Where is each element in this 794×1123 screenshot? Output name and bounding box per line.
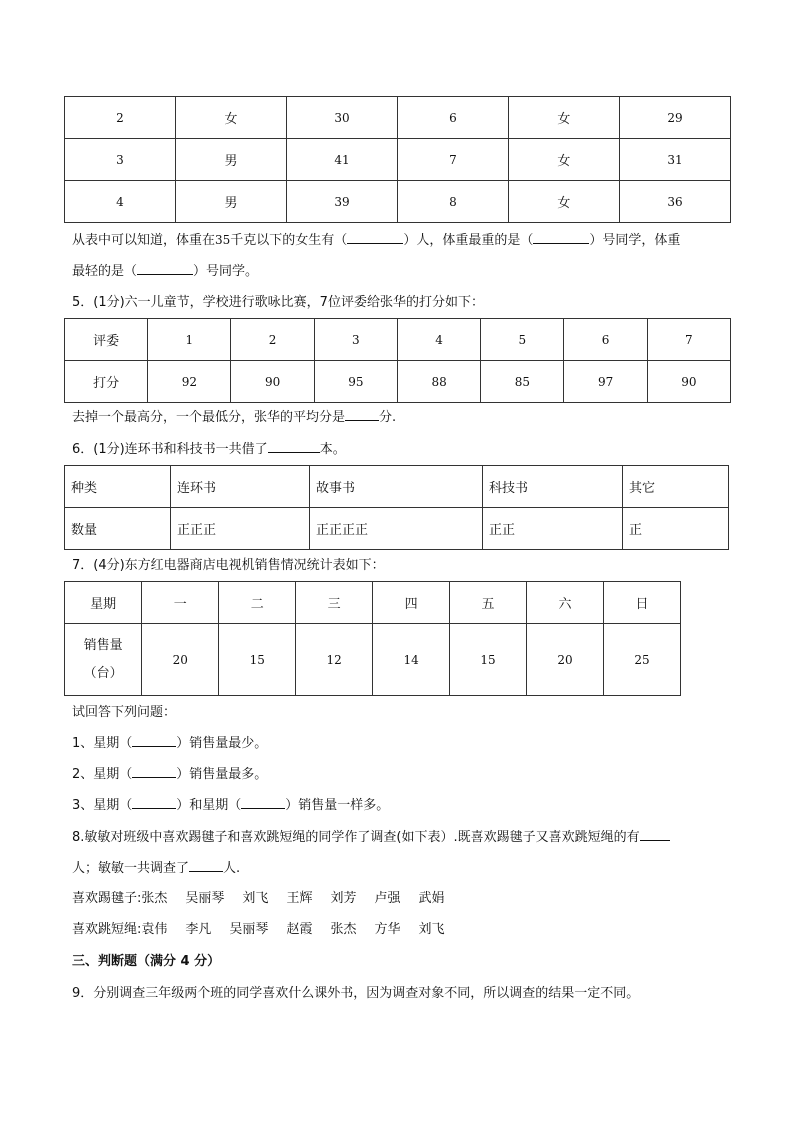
table-header-cell: 四: [373, 582, 450, 624]
table-header-cell: 评委: [65, 319, 148, 361]
answer-blank[interactable]: [533, 243, 589, 244]
q7-sub1: [72, 735, 267, 753]
answer-blank[interactable]: [640, 840, 670, 841]
table-row: [65, 582, 681, 624]
rope-list: [72, 921, 445, 939]
table-cell: 正正正正: [310, 508, 483, 550]
answer-blank[interactable]: [132, 746, 176, 747]
text: ）和星期（: [176, 798, 242, 813]
list-item: 王辉: [286, 891, 313, 906]
table-cell: 29: [619, 97, 730, 139]
text: 人；敏敏一共调查了: [72, 861, 190, 876]
table-row: [65, 97, 731, 139]
table-header-cell: [65, 624, 142, 696]
answer-blank[interactable]: [347, 243, 403, 244]
table-cell: 41: [286, 139, 397, 181]
q8-line2: [72, 860, 240, 878]
answer-blank[interactable]: [137, 274, 193, 275]
q9-text: 9．分别调查三年级两个班的同学喜欢什么课外书，因为调查对象不同，所以调查的结果一定不同。: [72, 986, 640, 1001]
list-item: 武娟: [418, 891, 445, 906]
tv-sales-table: [64, 581, 681, 696]
answer-blank[interactable]: [189, 871, 223, 872]
table-header-cell: 六: [527, 582, 604, 624]
table-cell: 15: [450, 624, 527, 696]
list-item: 吴丽琴: [229, 922, 269, 937]
q7-sub3: [72, 797, 389, 815]
text: ）人，体重最重的是（: [403, 233, 534, 248]
table-cell: 15: [219, 624, 296, 696]
table-cell: 7: [647, 319, 730, 361]
list-item: 张杰: [141, 891, 168, 906]
q7-title: 7．(4分)东方红电器商店电视机销售情况统计表如下：: [72, 558, 385, 573]
list-item: 袁伟: [141, 922, 168, 937]
list-item: 李凡: [185, 922, 212, 937]
table-cell: 12: [296, 624, 373, 696]
table-cell: 97: [564, 361, 647, 403]
table-header-cell: 三: [296, 582, 373, 624]
table-cell: 92: [148, 361, 231, 403]
table-cell: 8: [397, 181, 508, 223]
text: 35: [215, 233, 231, 247]
text: 人.: [223, 861, 241, 876]
answer-blank[interactable]: [132, 777, 176, 778]
table-cell: 男: [175, 181, 286, 223]
table-cell: 25: [603, 624, 680, 696]
judge-score-table: [64, 318, 731, 403]
table-cell: 女: [508, 139, 619, 181]
table-cell: 6: [564, 319, 647, 361]
table-row: [65, 508, 729, 550]
table-cell: 14: [373, 624, 450, 696]
table-header-cell: 日: [603, 582, 680, 624]
text: 分.: [379, 410, 397, 425]
table-cell: 20: [142, 624, 219, 696]
list-item: 刘飞: [418, 922, 445, 937]
q7-prompt: 试回答下列问题：: [72, 705, 177, 720]
table-cell: 36: [619, 181, 730, 223]
q7-sub2: [72, 766, 267, 784]
table-row: [65, 361, 731, 403]
table-header-cell: 科技书: [483, 466, 623, 508]
table-cell: 6: [397, 97, 508, 139]
table-cell: 1: [148, 319, 231, 361]
answer-blank[interactable]: [345, 420, 379, 421]
weight-table: [64, 96, 731, 223]
text: ）号同学。: [193, 264, 259, 279]
q6-title: [72, 441, 346, 459]
table-row: [65, 139, 731, 181]
list-item: 吴丽琴: [185, 891, 225, 906]
text: 8.敏敏对班级中喜欢踢毽子和喜欢跳短绳的同学作了调查(如下表）.既喜欢踢毽子又喜欢跳短绳的有: [72, 830, 640, 845]
list-item: 刘芳: [330, 891, 357, 906]
table-cell: 90: [647, 361, 730, 403]
table-cell: 女: [508, 97, 619, 139]
table-cell: 男: [175, 139, 286, 181]
sales-unit-label: （台）: [83, 665, 123, 681]
text: 1、星期（: [72, 736, 133, 751]
table-header-cell: 一: [142, 582, 219, 624]
table-header-cell: 其它: [623, 466, 729, 508]
table-row: [65, 319, 731, 361]
text: ）销售量最少。: [176, 736, 268, 751]
sales-label: 销售量: [83, 637, 123, 653]
list-label: 喜欢踢毽子:: [72, 891, 142, 906]
q4-question-line2: [72, 263, 258, 281]
q5-title: 5．(1分)六一儿童节，学校进行歌咏比赛，7位评委给张华的打分如下：: [72, 295, 484, 310]
text: 从表中可以知道，体重在: [72, 233, 216, 248]
answer-blank[interactable]: [268, 452, 320, 453]
table-header-cell: 种类: [65, 466, 171, 508]
text: 2、星期（: [72, 767, 133, 782]
table-cell: 女: [175, 97, 286, 139]
table-header-cell: 五: [450, 582, 527, 624]
table-header-cell: 星期: [65, 582, 142, 624]
table-cell: 3: [65, 139, 176, 181]
shuttlecock-list: [72, 890, 445, 908]
q4-question-line1: [72, 231, 680, 250]
text: ）销售量最多。: [176, 767, 268, 782]
table-cell: 正正正: [171, 508, 310, 550]
table-cell: 5: [481, 319, 564, 361]
text: ）号同学，体重: [589, 233, 681, 248]
text: 本。: [319, 442, 346, 457]
table-cell: 88: [397, 361, 480, 403]
list-label: 喜欢跳短绳:: [72, 922, 142, 937]
table-cell: 85: [481, 361, 564, 403]
text: 3、星期（: [72, 798, 133, 813]
table-header-cell: 故事书: [310, 466, 483, 508]
list-item: 卢强: [374, 891, 401, 906]
text: 千克以下的女生有（: [230, 233, 348, 248]
text: 去掉一个最高分，一个最低分，张华的平均分是: [72, 410, 346, 425]
list-item: 张杰: [330, 922, 357, 937]
table-cell: 90: [231, 361, 314, 403]
table-cell: 3: [314, 319, 397, 361]
answer-blank[interactable]: [241, 808, 285, 809]
table-row: [65, 181, 731, 223]
q5-answer-line: [72, 409, 396, 427]
text: ）销售量一样多。: [285, 798, 390, 813]
table-cell: 4: [65, 181, 176, 223]
answer-blank[interactable]: [132, 808, 176, 809]
list-item: 刘飞: [242, 891, 269, 906]
table-cell: 20: [527, 624, 604, 696]
table-cell: 4: [397, 319, 480, 361]
list-item: 赵霞: [286, 922, 313, 937]
table-cell: 2: [65, 97, 176, 139]
table-cell: 95: [314, 361, 397, 403]
text: 最轻的是（: [72, 264, 138, 279]
table-header-cell: 连环书: [171, 466, 310, 508]
table-cell: 7: [397, 139, 508, 181]
list-item: 方华: [374, 922, 401, 937]
q8-line1: [72, 829, 670, 847]
table-cell: 女: [508, 181, 619, 223]
table-row: [65, 624, 681, 696]
table-row: [65, 466, 729, 508]
text: 6．(1分)连环书和科技书一共借了: [72, 442, 268, 457]
table-cell: 30: [286, 97, 397, 139]
table-cell: 2: [231, 319, 314, 361]
table-cell: 正正: [483, 508, 623, 550]
book-tally-table: [64, 465, 729, 550]
table-cell: 31: [619, 139, 730, 181]
table-cell: 正: [623, 508, 729, 550]
table-header-cell: 数量: [65, 508, 171, 550]
table-header-cell: 二: [219, 582, 296, 624]
table-cell: 39: [286, 181, 397, 223]
table-header-cell: 打分: [65, 361, 148, 403]
section-title: 三、判断题（满分 4 分）: [72, 954, 221, 969]
